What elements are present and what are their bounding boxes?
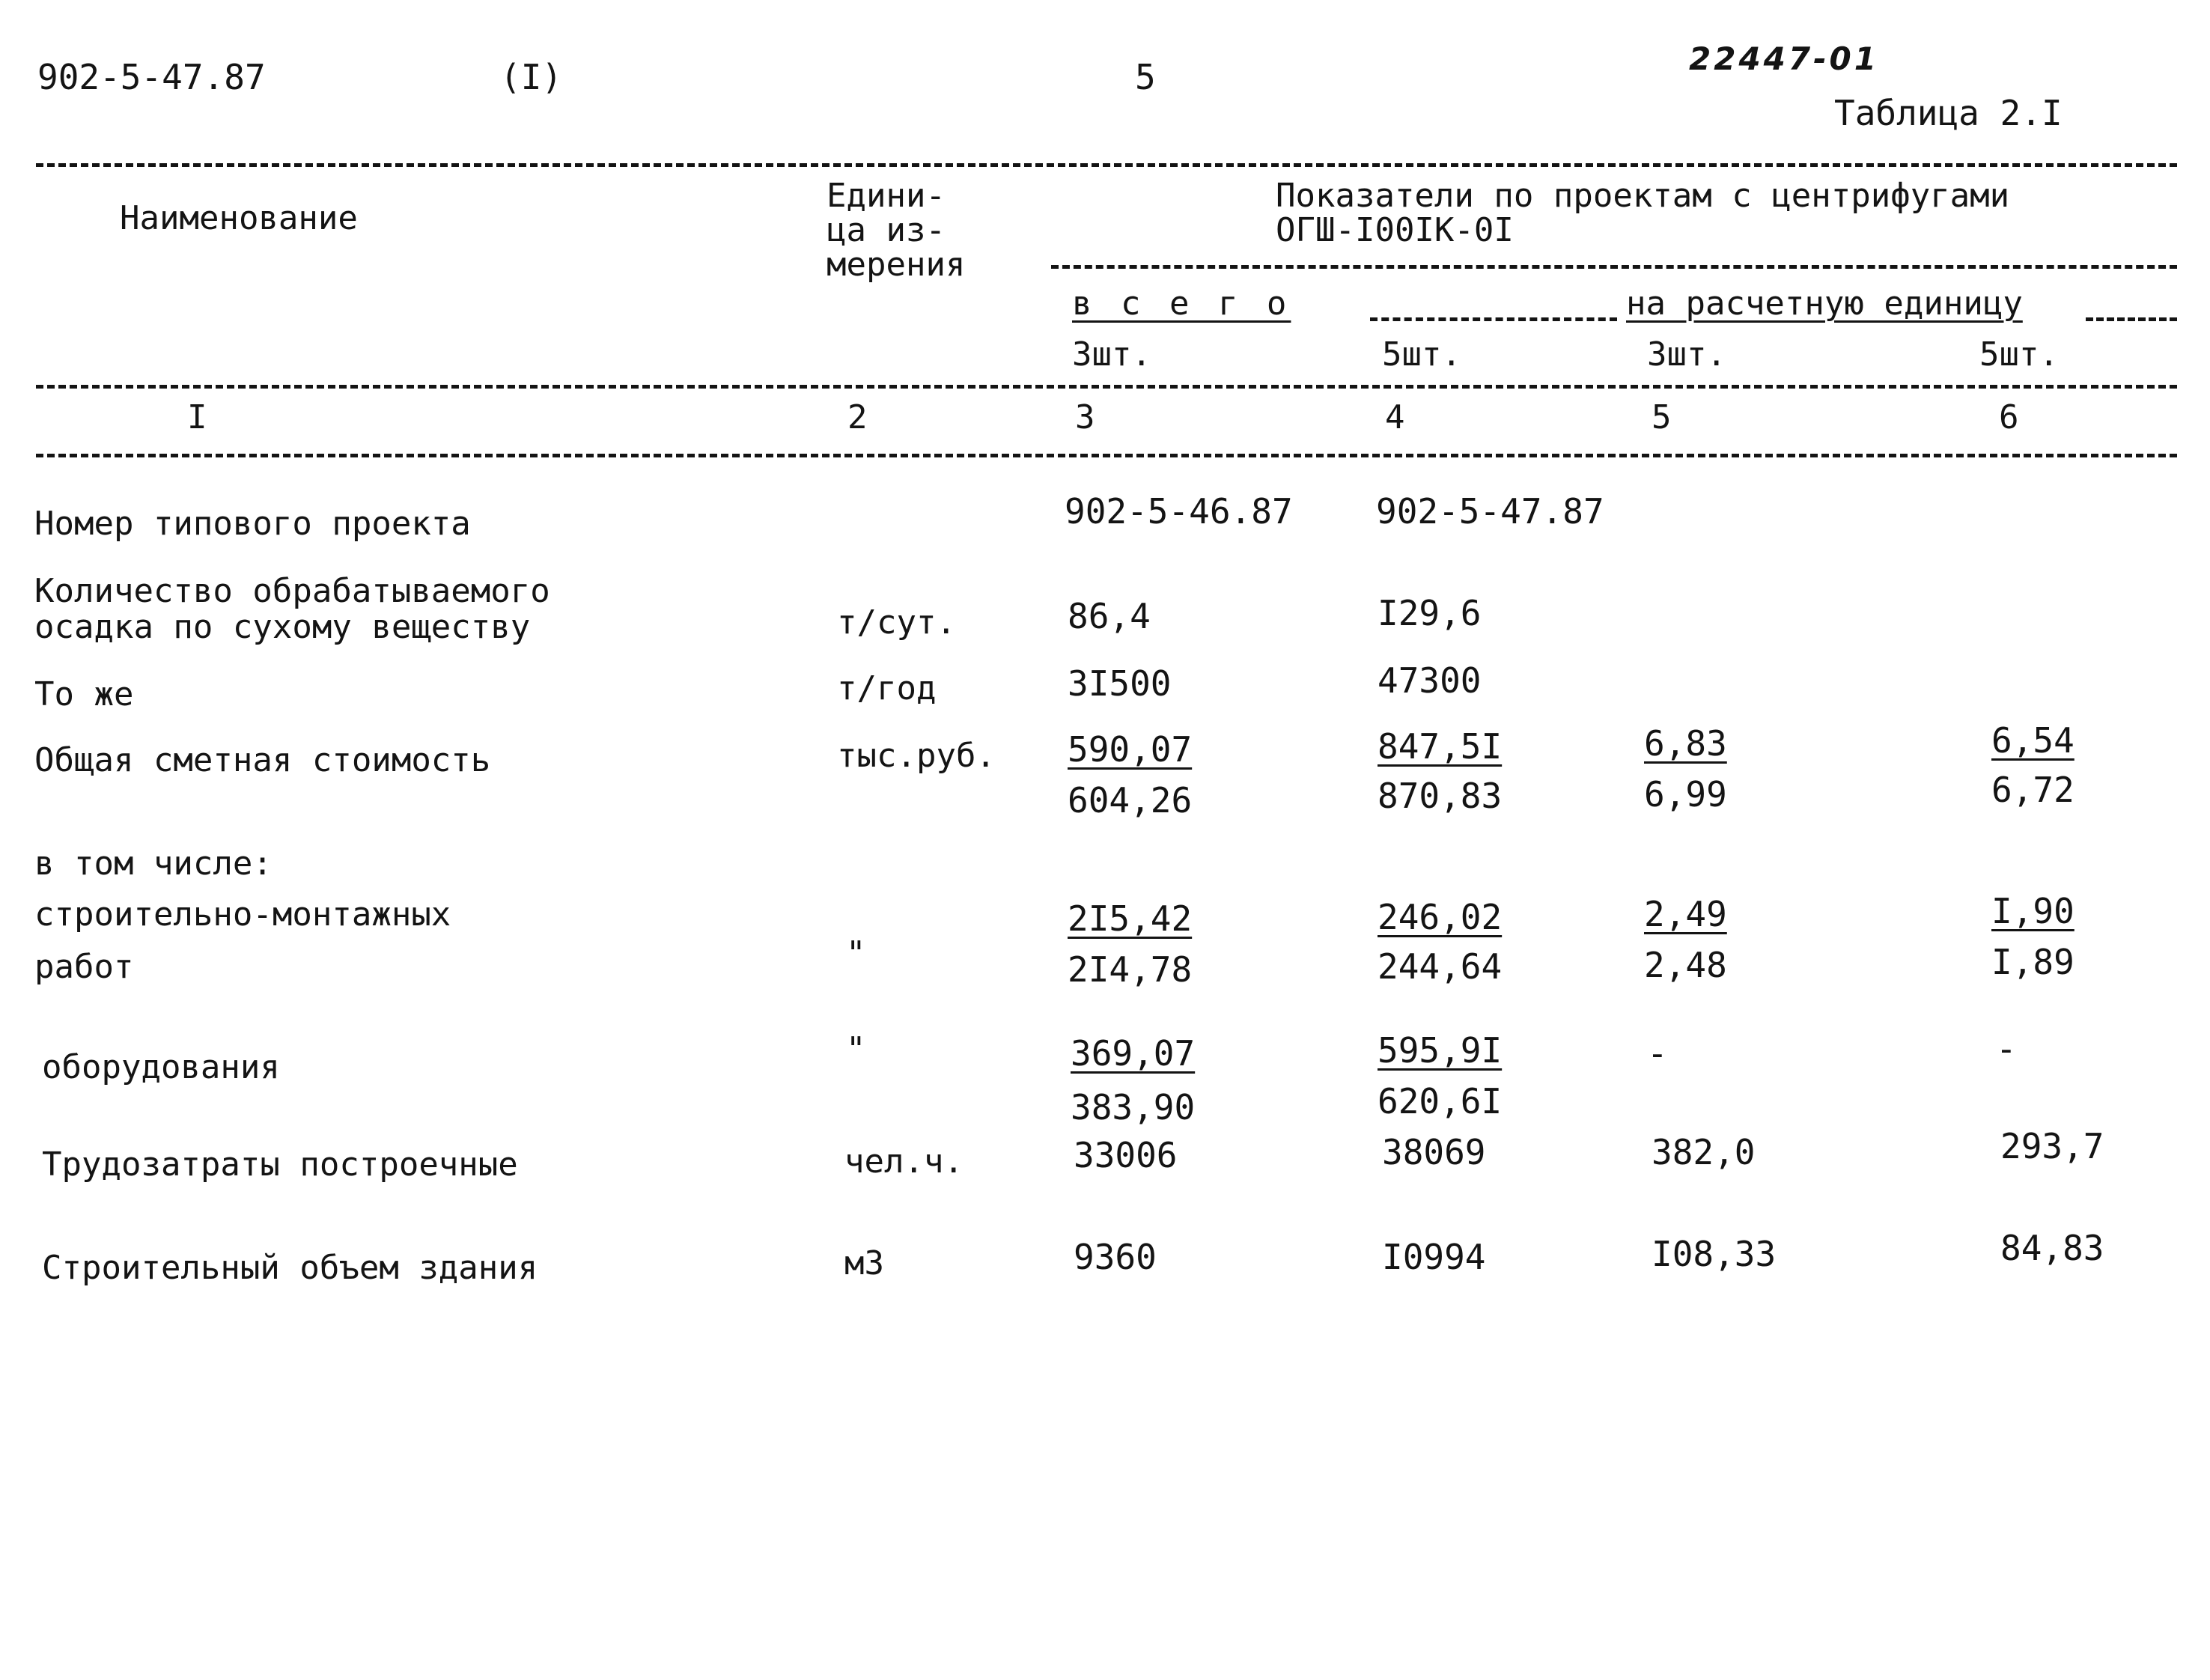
- row-total-cost-c6-bottom: 6,72: [1991, 770, 2074, 810]
- row-volume-unit: м3: [844, 1244, 884, 1282]
- row-construction-c4-bottom: 244,64: [1378, 946, 1503, 987]
- row-sludge-c4: I29,6: [1378, 593, 1482, 633]
- row-volume-c4: I0994: [1382, 1237, 1486, 1277]
- row-labor-unit: чел.ч.: [844, 1142, 964, 1181]
- row-equipment-name: оборудования: [42, 1048, 280, 1086]
- col-header-unit-1: Едини-: [827, 177, 946, 215]
- row-construction-c3-top: 2I5,42: [1068, 898, 1193, 939]
- row-total-cost-name: Общая сметная стоимость: [34, 741, 491, 779]
- row-equipment-c3-bottom: 383,90: [1071, 1087, 1196, 1127]
- document-part: (I): [500, 57, 563, 97]
- row-including-label: в том числе:: [34, 844, 273, 883]
- row-equipment-c4-bottom: 620,6I: [1378, 1081, 1503, 1121]
- row-equipment-c5: -: [1647, 1033, 1668, 1074]
- row-total-cost-c4-top: 847,5I: [1378, 726, 1503, 767]
- row-total-cost-c3-top: 590,07: [1068, 729, 1193, 770]
- row-sludge-c3: 86,4: [1068, 596, 1151, 636]
- row-labor-c4: 38069: [1382, 1132, 1486, 1172]
- column-number-top-rule: [36, 385, 2177, 389]
- row-construction-c3-bottom: 2I4,78: [1068, 949, 1193, 990]
- row-labor-c5: 382,0: [1652, 1132, 1756, 1172]
- row-same-name: То же: [34, 675, 134, 713]
- col-header-5pcs: 5шт.: [1382, 335, 1461, 374]
- row-labor-name: Трудозатраты построечные: [42, 1145, 518, 1184]
- col-number-1: I: [187, 398, 207, 436]
- col-header-3pcs-unit: 3шт.: [1647, 335, 1726, 374]
- row-construction-c6-top: I,90: [1991, 891, 2074, 931]
- per-unit-dash-fill: [2086, 317, 2177, 321]
- total-dash-fill: [1370, 317, 1617, 321]
- row-project-number-name: Номер типового проекта: [34, 505, 471, 543]
- row-labor-c6: 293,7: [2000, 1126, 2104, 1166]
- row-same-unit: т/год: [837, 669, 937, 707]
- row-construction-c4-top: 246,02: [1378, 897, 1503, 937]
- row-total-cost-c5-top: 6,83: [1644, 723, 1727, 764]
- table-title: Таблица 2.I: [1834, 93, 2063, 133]
- col-header-indicators: Показатели по проектам с центрифугами: [1276, 177, 2010, 215]
- row-total-cost-unit: тыс.руб.: [837, 737, 996, 775]
- col-header-centrifuge-model: ОГШ-I00IК-0I: [1276, 211, 1514, 249]
- col-header-total: в с е г о: [1072, 284, 1291, 323]
- col-header-name: Наименование: [120, 199, 358, 237]
- document-code: 902-5-47.87: [37, 57, 266, 97]
- row-total-cost-c4-bottom: 870,83: [1378, 776, 1503, 816]
- row-project-number-c3: 902-5-46.87: [1065, 491, 1293, 532]
- row-same-c4: 47300: [1378, 660, 1482, 701]
- col-number-6: 6: [1999, 398, 2019, 436]
- col-number-5: 5: [1652, 398, 1672, 436]
- col-header-unit-2: ца из-: [827, 211, 946, 249]
- col-header-5pcs-unit: 5шт.: [1979, 335, 2059, 374]
- row-sludge-name-2: осадка по сухому веществу: [34, 608, 531, 646]
- col-header-per-unit: на расчетную единицу: [1626, 284, 2023, 323]
- row-total-cost-c3-bottom: 604,26: [1068, 780, 1193, 821]
- row-construction-name-2: работ: [34, 948, 134, 986]
- row-volume-c3: 9360: [1074, 1237, 1157, 1277]
- row-total-cost-c6-top: 6,54: [1991, 720, 2074, 761]
- row-construction-c5-bottom: 2,48: [1644, 945, 1727, 985]
- row-equipment-c4-top: 595,9I: [1378, 1030, 1503, 1071]
- row-project-number-c4: 902-5-47.87: [1376, 491, 1604, 532]
- row-volume-c6: 84,83: [2000, 1228, 2104, 1268]
- page-number: 5: [1135, 57, 1156, 97]
- row-total-cost-c5-bottom: 6,99: [1644, 774, 1727, 815]
- table-top-rule: [36, 163, 2177, 167]
- row-construction-c5-top: 2,49: [1644, 894, 1727, 934]
- row-sludge-name-1: Количество обрабатываемого: [34, 572, 550, 610]
- handwritten-stamp: 22447-01: [1689, 40, 1879, 77]
- row-equipment-unit: ": [846, 1030, 866, 1068]
- row-construction-unit: ": [846, 934, 866, 973]
- subheader-rule: [1051, 265, 2177, 269]
- row-equipment-c3-top: 369,07: [1071, 1033, 1196, 1074]
- table-head-bottom-rule: [36, 454, 2177, 457]
- row-construction-name-1: строительно-монтажных: [34, 895, 451, 934]
- col-number-3: 3: [1075, 398, 1095, 436]
- col-number-2: 2: [847, 398, 868, 436]
- row-same-c3: 3I500: [1068, 663, 1172, 704]
- row-volume-c5: I08,33: [1652, 1234, 1777, 1274]
- row-construction-c6-bottom: I,89: [1991, 942, 2074, 982]
- col-header-unit-3: мерения: [827, 246, 966, 284]
- col-header-3pcs: 3шт.: [1072, 335, 1151, 374]
- row-volume-name: Строительный объем здания: [42, 1249, 538, 1287]
- row-sludge-unit: т/сут.: [837, 603, 956, 642]
- col-number-4: 4: [1385, 398, 1405, 436]
- row-equipment-c6: -: [1996, 1029, 2017, 1069]
- row-labor-c3: 33006: [1074, 1135, 1178, 1175]
